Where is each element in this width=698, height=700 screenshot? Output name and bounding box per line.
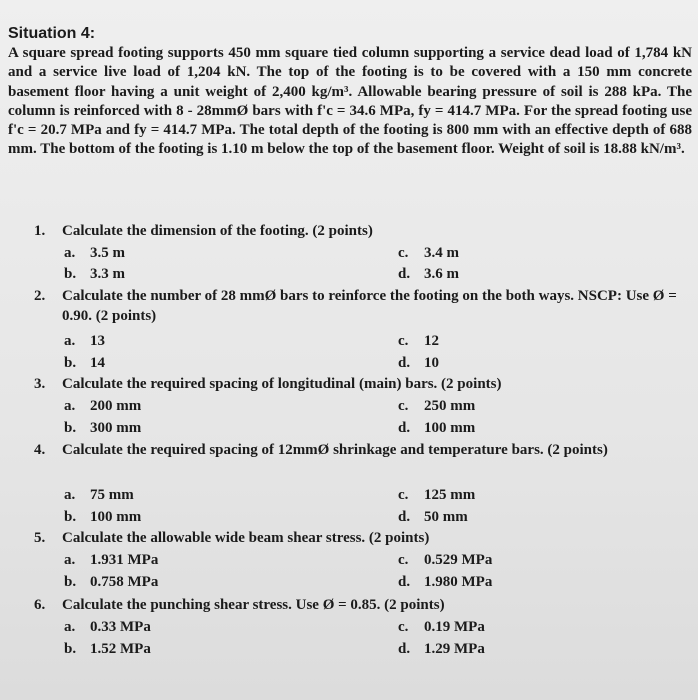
option-3b: b. 300 mm — [64, 420, 142, 436]
question-text: Calculate the punching shear stress. Use Ø = 0.85. (2 points) — [62, 597, 445, 613]
option-4a: a. 75 mm — [64, 487, 134, 503]
question-6 — [34, 596, 694, 616]
situation-title: Situation 4: — [8, 25, 96, 42]
option-1c: c. 3.4 m — [398, 245, 459, 261]
question-text: Calculate the required spacing of longitudinal (main) bars. (2 points) — [62, 376, 502, 392]
question-number: 6. — [34, 597, 46, 613]
option-6b: b. 1.52 MPa — [64, 641, 151, 657]
question-1 — [34, 222, 694, 242]
question-number: 1. — [34, 223, 46, 239]
question-number: 5. — [34, 530, 46, 546]
option-2b: b. 14 — [64, 355, 105, 371]
problem-statement: A square spread footing supports 450 mm square tied column supporting a service dead load of 1,784 kN and a service live load of 1,204 kN. The top of the footing is to be covered with a 150 mm concrete basement floor having a unit weight of 2,400 kg/m³. Allowable bearing pressure of soil is 288 kPa. The column is reinforced with 8 - 28mmØ bars with f'c = 34.6 MPa, fy = 414.7 MPa. For the spread footing use f'c = 20.7 MPa and fy = 414.7 MPa. The total depth of the footing is 800 mm with an effective depth of 688 mm. The bottom of the footing is 1.10 m below the top of the basement floor. Weight of soil is 18.88 kN/m³. — [8, 45, 692, 158]
option-5b: b. 0.758 MPa — [64, 574, 159, 590]
option-3a: a. 200 mm — [64, 398, 142, 414]
option-2d: d. 10 — [398, 355, 439, 371]
option-4c: c. 125 mm — [398, 487, 476, 503]
question-number: 2. — [34, 288, 46, 304]
question-2 — [34, 287, 694, 326]
question-4 — [34, 441, 694, 461]
option-6a: a. 0.33 MPa — [64, 619, 151, 635]
question-text: Calculate the number of 28 mmØ bars to reinforce the footing on the both ways. NSCP: Use Ø = 0.90. (2 points) — [62, 288, 677, 324]
question-number: 4. — [34, 442, 46, 458]
question-text: Calculate the allowable wide beam shear stress. (2 points) — [62, 530, 430, 546]
question-number: 3. — [34, 376, 46, 392]
option-1a: a. 3.5 m — [64, 245, 125, 261]
option-1b: b. 3.3 m — [64, 266, 125, 282]
question-text: Calculate the dimension of the footing. (2 points) — [62, 223, 373, 239]
option-6c: c. 0.19 MPa — [398, 619, 485, 635]
option-4b: b. 100 mm — [64, 509, 142, 525]
option-2a: a. 13 — [64, 333, 105, 349]
option-3c: c. 250 mm — [398, 398, 476, 414]
question-5 — [34, 529, 694, 549]
option-6d: d. 1.29 MPa — [398, 641, 485, 657]
option-5c: c. 0.529 MPa — [398, 552, 493, 568]
option-1d: d. 3.6 m — [398, 266, 459, 282]
option-2c: c. 12 — [398, 333, 439, 349]
option-4d: d. 50 mm — [398, 509, 468, 525]
option-5d: d. 1.980 MPa — [398, 574, 493, 590]
question-3 — [34, 375, 694, 395]
option-3d: d. 100 mm — [398, 420, 476, 436]
question-text: Calculate the required spacing of 12mmØ shrinkage and temperature bars. (2 points) — [62, 442, 608, 458]
option-5a: a. 1.931 MPa — [64, 552, 159, 568]
